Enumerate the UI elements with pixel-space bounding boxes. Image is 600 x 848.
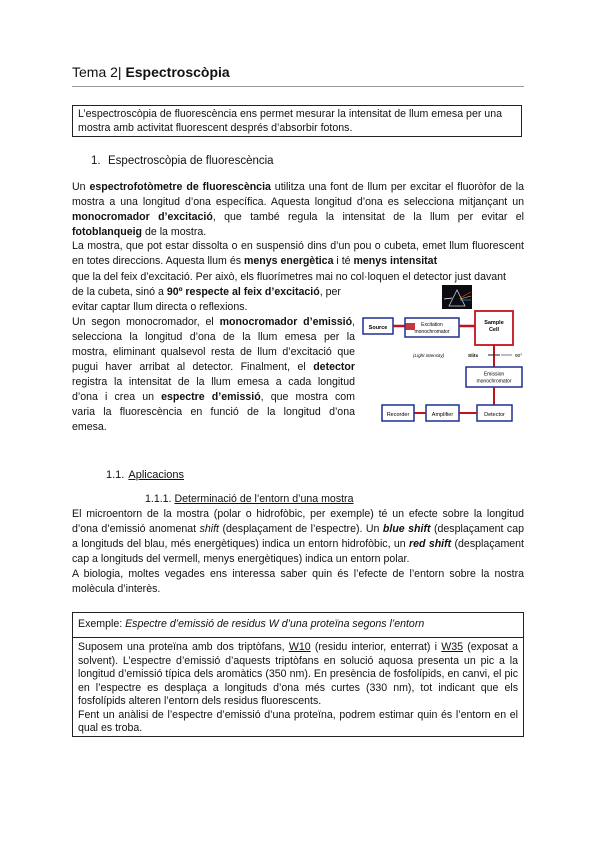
section-number: 1.1.1. — [145, 493, 172, 505]
bold-term: fotoblanqueig — [72, 226, 143, 238]
angle-label: 90° — [515, 354, 523, 359]
recorder-label: Recorder — [386, 412, 410, 418]
section-title: Aplicacions — [128, 469, 184, 481]
text-run: Suposem una proteïna amb dos triptòfans, — [78, 641, 289, 653]
text-line: registra la intensitat de la llum emesa a cada longitud — [72, 376, 355, 388]
text-line: emesa. — [72, 421, 107, 433]
bold-term: monocromador d’excitació — [72, 211, 213, 223]
text-run: (desplaçament cap a longituds del vermell, menys energètiques) indica un entorn polar. — [72, 538, 525, 565]
text-run: (desplaçament cap a longituds del blau, més energètiques) indica un entorn hidrofòbic, un — [72, 523, 524, 550]
fluorometer-diagram — [360, 280, 530, 430]
paragraph-2 — [72, 239, 524, 269]
residue-w10: W10 — [288, 641, 311, 653]
slits-label: Slits — [468, 354, 479, 359]
example-title: Espectre d’emissió de residus W d’una proteïna segons l’entorn — [125, 618, 425, 630]
text-line — [72, 285, 355, 300]
source-label: Source — [368, 325, 388, 331]
residue-w35: W35 — [441, 641, 464, 653]
header-prefix: Tema 2| — [72, 64, 122, 80]
text-run: d’ona i crea un — [72, 391, 162, 403]
text-run: A biologia, moltes vegades ens interessa saber quin és l’efecte de l’entorn sobre la nostra molècula d’interès. — [72, 568, 524, 595]
text-run: El microentorn de la mostra (polar o hidrofòbic, per exemple) té un efecte sobre la longitud d’ona d’emissió anomenat — [72, 508, 524, 535]
example-title-box — [72, 612, 524, 638]
section-number: 1.1. — [106, 469, 125, 481]
sample-label-1: Sample — [484, 320, 504, 326]
emission-label-2: monochromator — [476, 378, 512, 385]
example-body-box — [72, 637, 524, 737]
bold-term: menys intensitat — [353, 255, 438, 267]
text-run: pugui haver arribat al detector. Finalment, el — [72, 361, 314, 373]
text-run: , que també regula la intensitat de la llum per evitar el — [212, 211, 524, 223]
bold-italic-term: blue shift — [382, 523, 431, 535]
text-line — [72, 360, 355, 375]
paragraph-3 — [72, 285, 355, 435]
text-line: evitar captar llum directa o reflexions. — [72, 301, 248, 313]
italic-term: shift — [199, 523, 219, 535]
bold-term: detector — [313, 361, 355, 373]
text-run: Un — [72, 181, 90, 193]
page-header — [72, 64, 524, 80]
intro-text: L’espectroscòpia de fluorescència ens permet mesurar la intensitat de llum emesa per una mostra amb activitat fluorescent després d’absorbir fotons. — [78, 108, 502, 134]
text-line: selecciona la longitud d’ona de la llum emesa per la — [72, 331, 355, 343]
section-title: Espectroscòpia de fluorescència — [108, 155, 274, 167]
example-label: Exemple: — [78, 618, 126, 630]
excitation-label-2: monochromator — [414, 329, 450, 335]
bold-italic-term: red shift — [409, 538, 452, 550]
emission-label-1: Emission — [483, 371, 505, 378]
text-run: que la del feix d’excitació. Per això, els fluorímetres mai no col·loquen el detector just davant — [72, 271, 506, 283]
paragraph-5 — [72, 567, 524, 597]
text-run: Fent un anàlisi de l’espectre d’emissió d’una proteïna, podrem estimar quin és l’entorn en el qual es troba. — [78, 708, 518, 734]
text-run: de la cubeta, sinó a — [72, 286, 167, 298]
text-run: La mostra, que pot estar dissolta o en suspensió dins d’un pou o cubeta, emet llum fluorescent en totes direccions. Aquesta llum és — [72, 240, 524, 267]
section-heading-1-1-1 — [145, 493, 353, 505]
sample-label-2: Cell — [488, 327, 500, 333]
text-run: (desplaçament de l’espectre). Un — [219, 523, 383, 535]
text-run: , — [352, 316, 355, 328]
excitation-label-1: Excitation — [421, 322, 443, 328]
section-heading-1-1 — [106, 469, 184, 481]
detector-label: Detector — [484, 412, 505, 418]
text-line: varia la fluorescència en funció de la longitud d’ona — [72, 406, 355, 418]
bold-term: menys energètica — [243, 255, 334, 267]
text-line — [72, 390, 355, 405]
bold-term: 90º respecte al feix d’excitació — [166, 286, 320, 298]
text-line: mostra, eliminant qualsevol resta de llum d’excitació que — [72, 346, 355, 358]
paragraph-4 — [72, 507, 524, 567]
text-run: Un segon monocromador, el — [72, 316, 220, 328]
text-line — [72, 315, 355, 330]
section-title: Determinació de l’entorn d’una mostra — [174, 493, 354, 505]
text-run: utilitza una font de llum per excitar el fluoròfor de la mostra a una longitud d’ona específica. Aquesta longitud d’ona es selecciona mitjançant un — [72, 181, 524, 208]
text-run: , que mostra com — [260, 391, 356, 403]
light-intensity-label: (Light intensity) — [413, 353, 445, 358]
section-number: 1. — [91, 155, 101, 167]
section-heading-1 — [91, 155, 274, 167]
amplifier-label: Amplifier — [431, 412, 454, 418]
text-run: de la mostra. — [142, 226, 207, 238]
header-title: Espectroscòpia — [125, 64, 230, 80]
intro-box — [72, 105, 522, 137]
text-run: i té — [333, 255, 354, 267]
bold-term: espectrofotòmetre de fluorescència — [89, 181, 271, 193]
text-run: (exposat a solvent). L’espectre d’emissió d’aquests triptòfans en solució aquosa presenta un pic a la longitud d’emissió típica dels aromàtics (350 nm). En presència de fosfolípids, en canvi, el pic en l’espectre es desplaça a longituds d’ona més curtes (330 nm), tot indicant que els fosfolípids alteren l’entorn dels residus fluorescents. — [78, 641, 518, 707]
bold-term: espectre d’emissió — [161, 391, 261, 403]
text-run: , per — [319, 286, 341, 298]
header-rule — [72, 86, 524, 87]
paragraph-1 — [72, 180, 524, 240]
bold-term: monocromador d’emissió — [219, 316, 353, 328]
text-run: (residu interior, enterrat) i — [310, 641, 442, 653]
